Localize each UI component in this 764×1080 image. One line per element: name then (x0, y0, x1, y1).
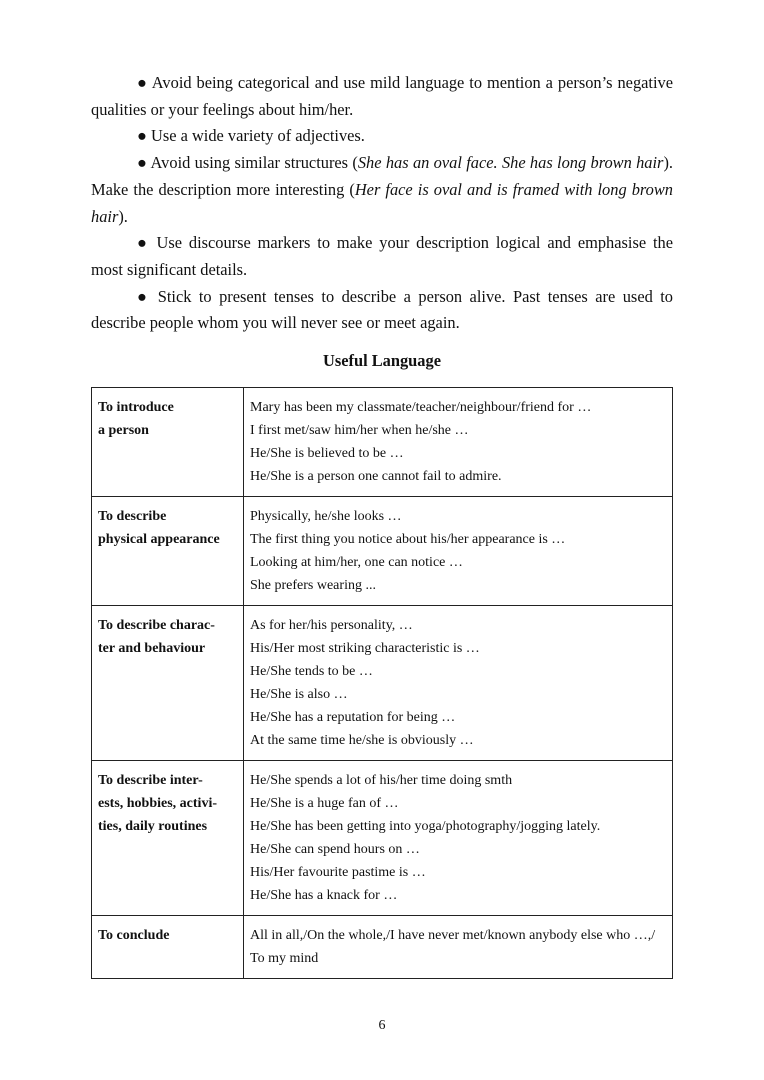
guideline-bullet (91, 150, 673, 230)
phrase-list (244, 497, 673, 606)
category-label (92, 388, 244, 497)
bullet-text: ● Use a wide variety of adjectives. (137, 126, 365, 146)
bullet-text: ● Use discourse markers to make your description logical and emphasise the most significant details. (91, 233, 673, 279)
phrase: As for her/his personality, … (250, 618, 413, 634)
phrase: He/She is a huge fan of … (250, 796, 399, 812)
category-label-line: To describe (98, 509, 167, 525)
category-label (92, 606, 244, 761)
document-page (91, 70, 673, 979)
category-label-line: ties, daily routines (98, 819, 208, 835)
phrase-list (244, 916, 673, 979)
phrase: I first met/saw him/her when he/she … (250, 423, 469, 439)
phrase: He/She tends to be … (250, 664, 373, 680)
category-label-line: ests, hobbies, activi- (98, 796, 217, 812)
guideline-bullets (91, 70, 673, 337)
category-label-line: To describe inter- (98, 773, 203, 789)
phrase: All in all,/On the whole,/I have never met/known anybody else who …,/ To my mind (250, 928, 656, 967)
bullet-text: ). (118, 206, 128, 226)
category-label (92, 916, 244, 979)
phrase: Mary has been my classmate/teacher/neighbour/friend for … (250, 400, 592, 416)
bullet-text: ● Stick to present tenses to describe a person alive. Past tenses are used to describe people whom you will never see or meet again. (91, 286, 673, 333)
phrase-list (244, 761, 673, 916)
table-row (92, 761, 673, 916)
phrase: Physically, he/she looks … (250, 509, 402, 525)
phrase: The first thing you notice about his/her appearance is … (250, 532, 566, 548)
phrase: He/She has a reputation for being … (250, 710, 456, 726)
example-text: Her face is oval and is framed with long brown hair (91, 179, 673, 226)
phrase: He/She can spend hours on … (250, 842, 420, 858)
table-row (92, 916, 673, 979)
category-label (92, 761, 244, 916)
phrase: He/She is believed to be … (250, 446, 404, 462)
section-heading: Useful Language (323, 351, 441, 371)
phrase-list (244, 606, 673, 761)
category-label-line: To conclude (98, 928, 170, 944)
example-text: She has an oval face. She has long brown hair (357, 153, 664, 173)
bullet-text: ). Make the description more interesting ( (91, 153, 674, 199)
phrase: His/Her most striking characteristic is … (250, 641, 480, 657)
category-label-line: To introduce (98, 400, 174, 416)
phrase: He/She spends a lot of his/her time doing smth (250, 773, 513, 789)
phrase: At the same time he/she is obviously … (250, 733, 474, 749)
phrase: He/She has been getting into yoga/photography/jogging lately. (250, 819, 601, 835)
table-row (92, 388, 673, 497)
guideline-bullet (91, 123, 673, 150)
category-label-line: ter and behaviour (98, 641, 206, 657)
phrase: He/She has a knack for … (250, 888, 398, 904)
phrase: He/She is a person one cannot fail to admire. (250, 469, 502, 485)
phrase-list (244, 388, 673, 497)
phrase: He/She is also … (250, 687, 348, 703)
guideline-bullet (91, 230, 673, 283)
table-row (92, 497, 673, 606)
table-row (92, 606, 673, 761)
category-label-line: a person (98, 423, 149, 439)
useful-language-table (91, 387, 673, 979)
bullet-text: ● Avoid using similar structures ( (137, 153, 358, 173)
phrase: She prefers wearing ... (250, 578, 376, 594)
category-label-line: physical appearance (98, 532, 220, 548)
category-label (92, 497, 244, 606)
guideline-bullet (91, 284, 673, 337)
phrase: Looking at him/her, one can notice … (250, 555, 463, 571)
bullet-text: ● Avoid being categorical and use mild language to mention a person’s negative qualities or your feelings about him/her. (91, 73, 673, 119)
phrase: His/Her favourite pastime is … (250, 865, 426, 881)
category-label-line: To describe charac- (98, 618, 215, 634)
page-number: 6 (378, 1018, 386, 1033)
guideline-bullet (91, 70, 673, 123)
